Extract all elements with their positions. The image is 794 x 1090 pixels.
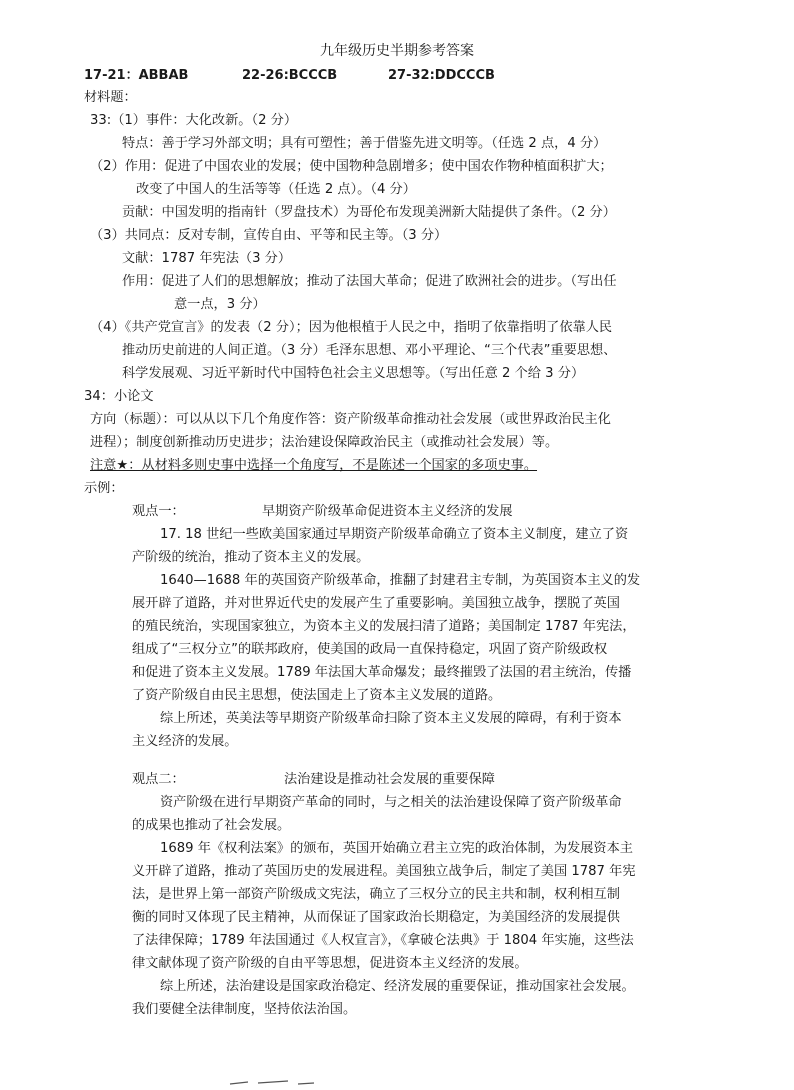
view1-paragraph: 的殖民统治，实现国家独立，为资本主义的发展扫清了道路；美国制定 1787 年宪法，: [132, 619, 636, 634]
view2-paragraph: 律文献体现了资产阶级的自由平等思想，促进资本主义经济的发展。: [132, 956, 528, 971]
q34-direction-cont: 进程）；制度创新推动历史进步；法治建设保障政治民主（或推动社会发展）等。: [90, 435, 559, 450]
choice-answers-17-21: 17-21：ABBAB: [84, 68, 189, 83]
view1-paragraph: 展开辟了道路，并对世界近代史的发展产生了重要影响。美国独立战争，摆脱了英国: [132, 596, 620, 611]
q34-direction: 方向（标题）：可以从以下几个角度作答：资产阶级革命推动社会发展（或世界政治民主化: [90, 412, 611, 427]
view2-paragraph: 我们要健全法律制度，坚持依法治国。: [132, 1002, 357, 1017]
q33-part2-contribution: 贡献：中国发明的指南针（罗盘技术）为哥伦布发现美洲新大陆提供了条件。（2 分）: [122, 205, 616, 220]
view2-paragraph: 的成果也推动了社会发展。: [132, 818, 291, 833]
view1-paragraph: 产阶级的统治，推动了资本主义的发展。: [132, 550, 370, 565]
scan-smudge-mark: [228, 1078, 318, 1088]
example-label: 示例：: [84, 481, 124, 496]
q33-part1-event: 33:（1）事件：大化改新。（2 分）: [90, 113, 298, 128]
view2-paragraph: 义开辟了道路，推动了英国历史的发展进程。美国独立战争后，制定了美国 1787 年宪: [132, 864, 636, 879]
view2-paragraph: 综上所述，法治建设是国家政治稳定、经济发展的重要保证，推动国家社会发展。: [160, 979, 635, 994]
q34-note: 注意★：从材料多则史事中选择一个角度写，不是陈述一个国家的多项史事。: [90, 458, 538, 473]
view2-label: 观点二：: [132, 772, 185, 787]
choice-answers-27-32: 27-32:DDCCCB: [388, 68, 495, 83]
view1-paragraph: 组成了“三权分立”的联邦政府，使美国的政局一直保持稳定，巩固了资产阶级政权: [132, 642, 608, 657]
q33-part1-feature: 特点：善于学习外部文明；具有可塑性；善于借鉴先进文明等。（任选 2 点，4 分）: [122, 136, 607, 151]
q33-part2-effect: （2）作用：促进了中国农业的发展；使中国物种急剧增多；使中国农作物种植面积扩大；: [90, 159, 613, 174]
q33-part3-common: （3）共同点：反对专制，宣传自由、平等和民主等。（3 分）: [90, 228, 448, 243]
q33-part2-effect-cont: 改变了中国人的生活等等（任选 2 点）。（4 分）: [136, 182, 416, 197]
view1-paragraph: 综上所述，英美法等早期资产阶级革命扫除了资本主义发展的障碍，有利于资本: [160, 711, 622, 726]
view1-label: 观点一：: [132, 504, 185, 519]
q34-heading: 34：小论文: [84, 389, 154, 404]
view1-title: 早期资产阶级革命促进资本主义经济的发展: [262, 504, 513, 519]
view2-paragraph: 资产阶级在进行早期资产革命的同时，与之相关的法治建设保障了资产阶级革命: [160, 795, 622, 810]
view1-paragraph: 和促进了资本主义发展。1789 年法国大革命爆发；最终摧毁了法国的君主统治，传播: [132, 665, 632, 680]
view1-paragraph: 主义经济的发展。: [132, 734, 238, 749]
q33-part4-line1: （4）《共产党宣言》的发表（2 分）；因为他根植于人民之中，指明了依靠指明了依靠人民: [90, 320, 613, 335]
choice-answers-22-26: 22-26:BCCCB: [242, 68, 338, 83]
q33-part3-effect-cont: 意一点，3 分）: [174, 297, 266, 312]
q33-part3-document: 文献：1787 年宪法（3 分）: [122, 251, 292, 266]
view2-paragraph: 衡的同时又体现了民主精神，从而保证了国家政治长期稳定，为美国经济的发展提供: [132, 910, 620, 925]
q33-part4-line3: 科学发展观、习近平新时代中国特色社会主义思想等。（写出任意 2 个给 3 分）: [122, 366, 585, 381]
view2-paragraph: 1689 年《权利法案》的颁布，英国开始确立君主立宪的政治体制，为发展资本主: [160, 841, 633, 856]
view1-paragraph: 1640—1688 年的英国资产阶级革命，推翻了封建君主专制，为英国资本主义的发: [160, 573, 641, 588]
view2-paragraph: 了法律保障；1789 年法国通过《人权宣言》，《拿破仑法典》于 1804 年实施，这些法: [132, 933, 634, 948]
view2-title: 法治建设是推动社会发展的重要保障: [284, 772, 495, 787]
view2-paragraph: 法，是世界上第一部资产阶级成文宪法，确立了三权分立的民主共和制，权利相互制: [132, 887, 620, 902]
view1-paragraph: 17. 18 世纪一些欧美国家通过早期资产阶级革命确立了资本主义制度，建立了资: [160, 527, 629, 542]
q33-part4-line2: 推动历史前进的人间正道。（3 分）毛泽东思想、邓小平理论、“三个代表”重要思想、: [122, 343, 617, 358]
view1-paragraph: 了资产阶级自由民主思想，使法国走上了资本主义发展的道路。: [132, 688, 502, 703]
material-heading: 材料题：: [84, 90, 137, 105]
page-title: 九年级历史半期参考答案: [320, 43, 474, 59]
q33-part3-effect: 作用：促进了人们的思想解放；推动了法国大革命；促进了欧洲社会的进步。（写出任: [122, 274, 617, 289]
